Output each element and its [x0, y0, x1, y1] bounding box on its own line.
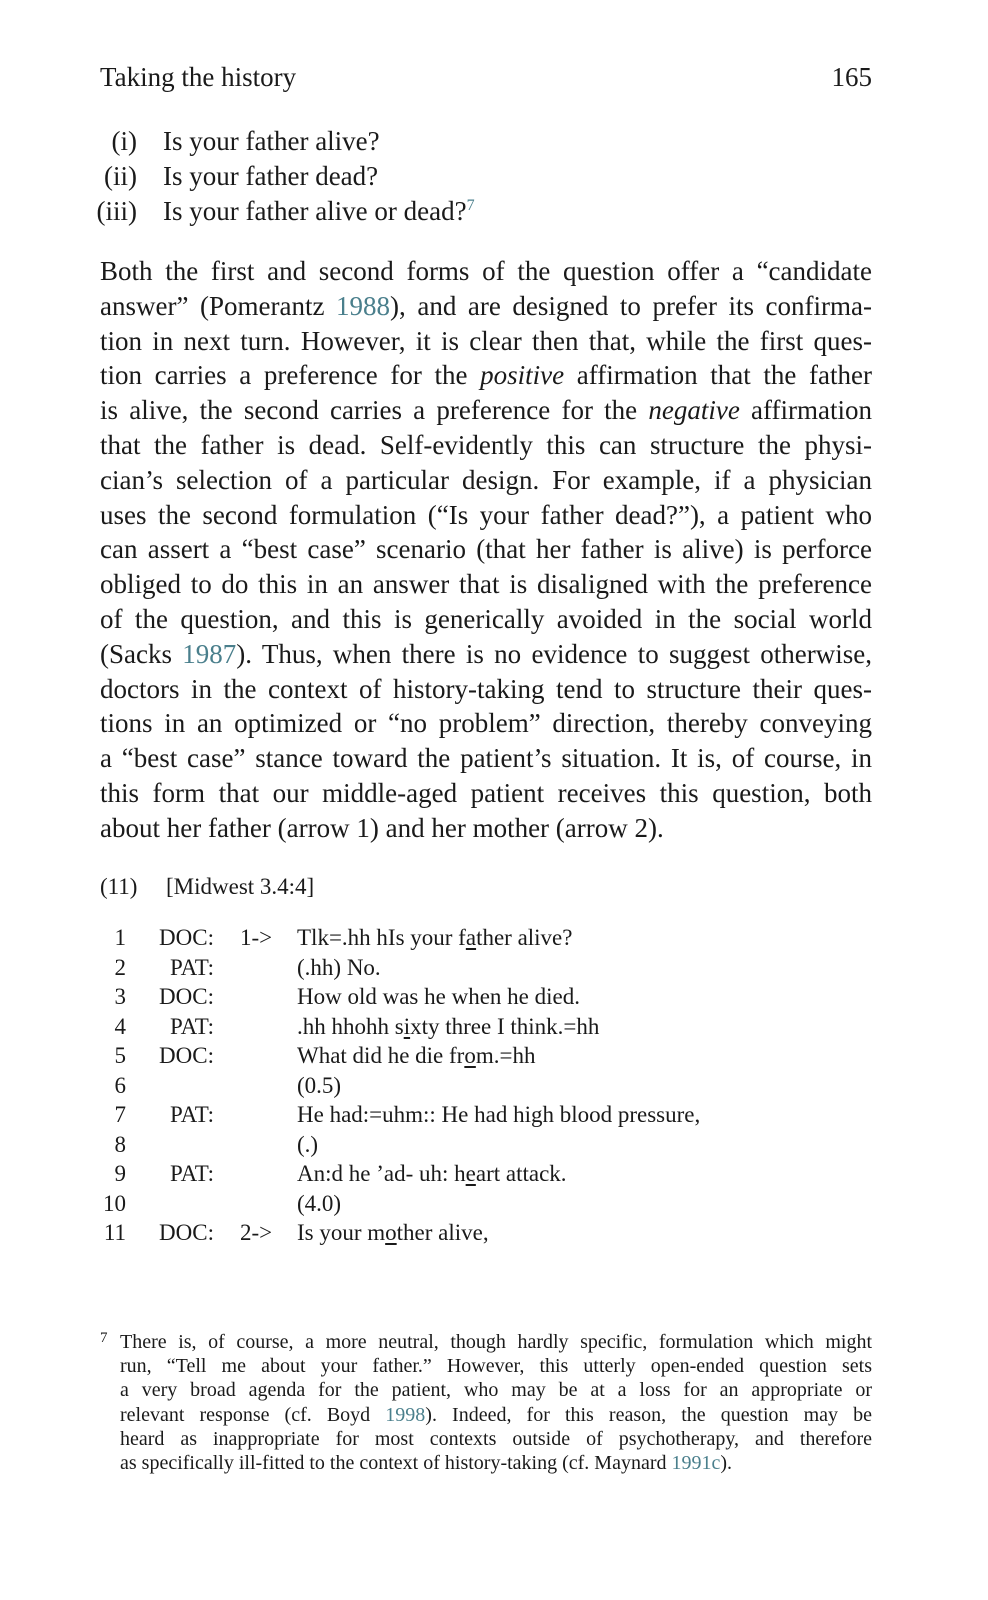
line-number: 9	[114, 1161, 126, 1186]
utterance: (4.0)	[297, 1190, 342, 1216]
text-line: run, “Tell me about your father.” However, this utterly open-ended question sets	[120, 1355, 872, 1378]
text-line: tion carries a preference for the positive affirmation that the father	[100, 360, 872, 391]
transcript-line	[100, 1071, 872, 1101]
list-item-text: Is your father dead?	[163, 161, 379, 191]
question-list	[96, 124, 872, 229]
text-line: is alive, the second carries a preference for the negative affirmation	[100, 395, 872, 426]
citation-link[interactable]: 1991c	[671, 1452, 721, 1475]
text-line: (Sacks 1987). Thus, when there is no evidence to suggest otherwise,	[100, 638, 872, 669]
footnote-mark: 7	[100, 1330, 108, 1346]
text-line: as specifically ill-fitted to the context of history-taking (cf. Maynard 1991c).	[120, 1452, 733, 1475]
transcript-line	[100, 1130, 872, 1160]
speaker-label: PAT:	[169, 1013, 214, 1039]
utterance: (0.5)	[297, 1072, 342, 1098]
line-number: 11	[103, 1220, 126, 1245]
emphasis: positive	[480, 360, 565, 391]
utterance: (.hh) No.	[297, 954, 381, 980]
list-item	[100, 159, 872, 194]
footnote-ref[interactable]: 7	[466, 197, 475, 214]
stressed-syllable: e	[465, 1161, 476, 1186]
citation-link[interactable]: 1998	[385, 1403, 426, 1426]
text-line: There is, of course, a more neutral, though hardly specific, formulation which might	[120, 1331, 872, 1353]
utterance: (.)	[297, 1131, 319, 1157]
list-item-number: (i)	[111, 126, 137, 156]
emphasis: negative	[648, 395, 740, 426]
line-number: 5	[114, 1043, 126, 1068]
text-line: uses the second formulation (“Is your father dead?”), a patient who	[100, 499, 872, 530]
utterance: An:d he ’ad- uh: heart attack.	[297, 1161, 567, 1186]
transcript-line	[100, 1189, 872, 1219]
arrow-marker: 1->	[240, 925, 273, 950]
list-item	[100, 124, 872, 159]
text-line: tions in an optimized or “no problem” direction, thereby conveying	[100, 708, 872, 739]
transcript-line	[100, 982, 872, 1012]
transcript	[100, 923, 872, 1248]
citation-link[interactable]: 1988	[336, 290, 391, 321]
example-source: [Midwest 3.4:4]	[166, 874, 315, 899]
text-line: that the father is dead. Self-evidently this can structure the physi-	[100, 429, 872, 460]
stressed-syllable: a	[465, 925, 477, 950]
transcript-line	[100, 1041, 872, 1071]
list-item-text: Is your father alive?	[163, 126, 380, 156]
speaker-label: PAT:	[169, 954, 214, 980]
text-line: about her father (arrow 1) and her mother (arrow 2).	[100, 812, 664, 843]
transcript-line	[100, 1012, 872, 1042]
line-number: 7	[114, 1102, 126, 1127]
utterance: What did he die from.=hh	[297, 1043, 536, 1068]
utterance: How old was he when he died.	[297, 984, 580, 1009]
line-number: 1	[114, 925, 126, 950]
transcript-line	[100, 1100, 872, 1130]
text-line: cian’s selection of a particular design. For example, if a physician	[100, 464, 872, 495]
text-line: heard as inappropriate for most contexts outside of psychotherapy, and therefore	[120, 1427, 872, 1450]
text-line: answer” (Pomerantz 1988), and are designed to prefer its confirma-	[100, 290, 873, 321]
speaker-label: DOC:	[159, 1220, 214, 1245]
text-line: relevant response (cf. Boyd 1998). Indeed, for this reason, the question may be	[120, 1403, 872, 1426]
text-line: doctors in the context of history-taking tend to structure their ques-	[100, 673, 872, 704]
list-item	[96, 194, 872, 229]
stressed-syllable: o	[385, 1220, 397, 1245]
text-line: a very broad agenda for the patient, who may be at a loss for an appropriate or	[120, 1379, 872, 1402]
text-line: a “best case” stance toward the patient’s situation. It is, of course, in	[100, 743, 872, 774]
list-item-number: (ii)	[104, 161, 137, 191]
text-line: Both the first and second forms of the question offer a “candidate	[100, 256, 872, 286]
stressed-syllable: o	[464, 1043, 476, 1068]
running-header	[100, 62, 872, 102]
speaker-label: DOC:	[159, 984, 214, 1009]
transcript-line	[100, 1159, 872, 1189]
text-line: this form that our middle-aged patient receives this question, both	[100, 777, 872, 808]
utterance: Is your mother alive,	[297, 1220, 489, 1245]
body-paragraph	[100, 254, 872, 846]
line-number: 6	[114, 1072, 126, 1098]
example-number: (11)	[100, 874, 138, 899]
line-number: 10	[103, 1190, 126, 1216]
transcript-line	[100, 953, 872, 983]
text-line: tion in next turn. However, it is clear then that, while the first ques-	[100, 325, 872, 356]
text-line: obliged to do this in an answer that is disaligned with the preference	[100, 569, 872, 600]
list-item-number: (iii)	[96, 196, 137, 226]
utterance: .hh hhohh sixty three I think.=hh	[297, 1013, 600, 1039]
line-number: 3	[114, 984, 126, 1009]
running-title: Taking the history	[100, 62, 297, 92]
stressed-syllable: i	[403, 1013, 411, 1039]
speaker-label: PAT:	[169, 1102, 214, 1127]
footnote-text	[120, 1330, 872, 1475]
text-line: of the question, and this is generically avoided in the social world	[100, 603, 872, 634]
line-number: 8	[114, 1131, 126, 1157]
utterance: He had:=uhm:: He had high blood pressure,	[297, 1102, 701, 1127]
speaker-label: PAT:	[169, 1161, 214, 1186]
speaker-label: DOC:	[159, 1043, 214, 1068]
text-line: can assert a “best case” scenario (that her father is alive) is perforce	[100, 534, 872, 565]
line-number: 2	[114, 954, 126, 980]
line-number: 4	[114, 1013, 126, 1039]
arrow-marker: 2->	[240, 1220, 273, 1245]
list-item-text: Is your father alive or dead?$^7$	[163, 196, 475, 226]
utterance: Tlk=.hh hIs your father alive?	[297, 925, 573, 950]
citation-link[interactable]: 1987	[182, 638, 237, 669]
speaker-label: DOC:	[159, 925, 214, 950]
transcript-line	[100, 923, 872, 953]
transcript-line	[100, 1218, 872, 1248]
page-number: 165	[831, 62, 872, 92]
